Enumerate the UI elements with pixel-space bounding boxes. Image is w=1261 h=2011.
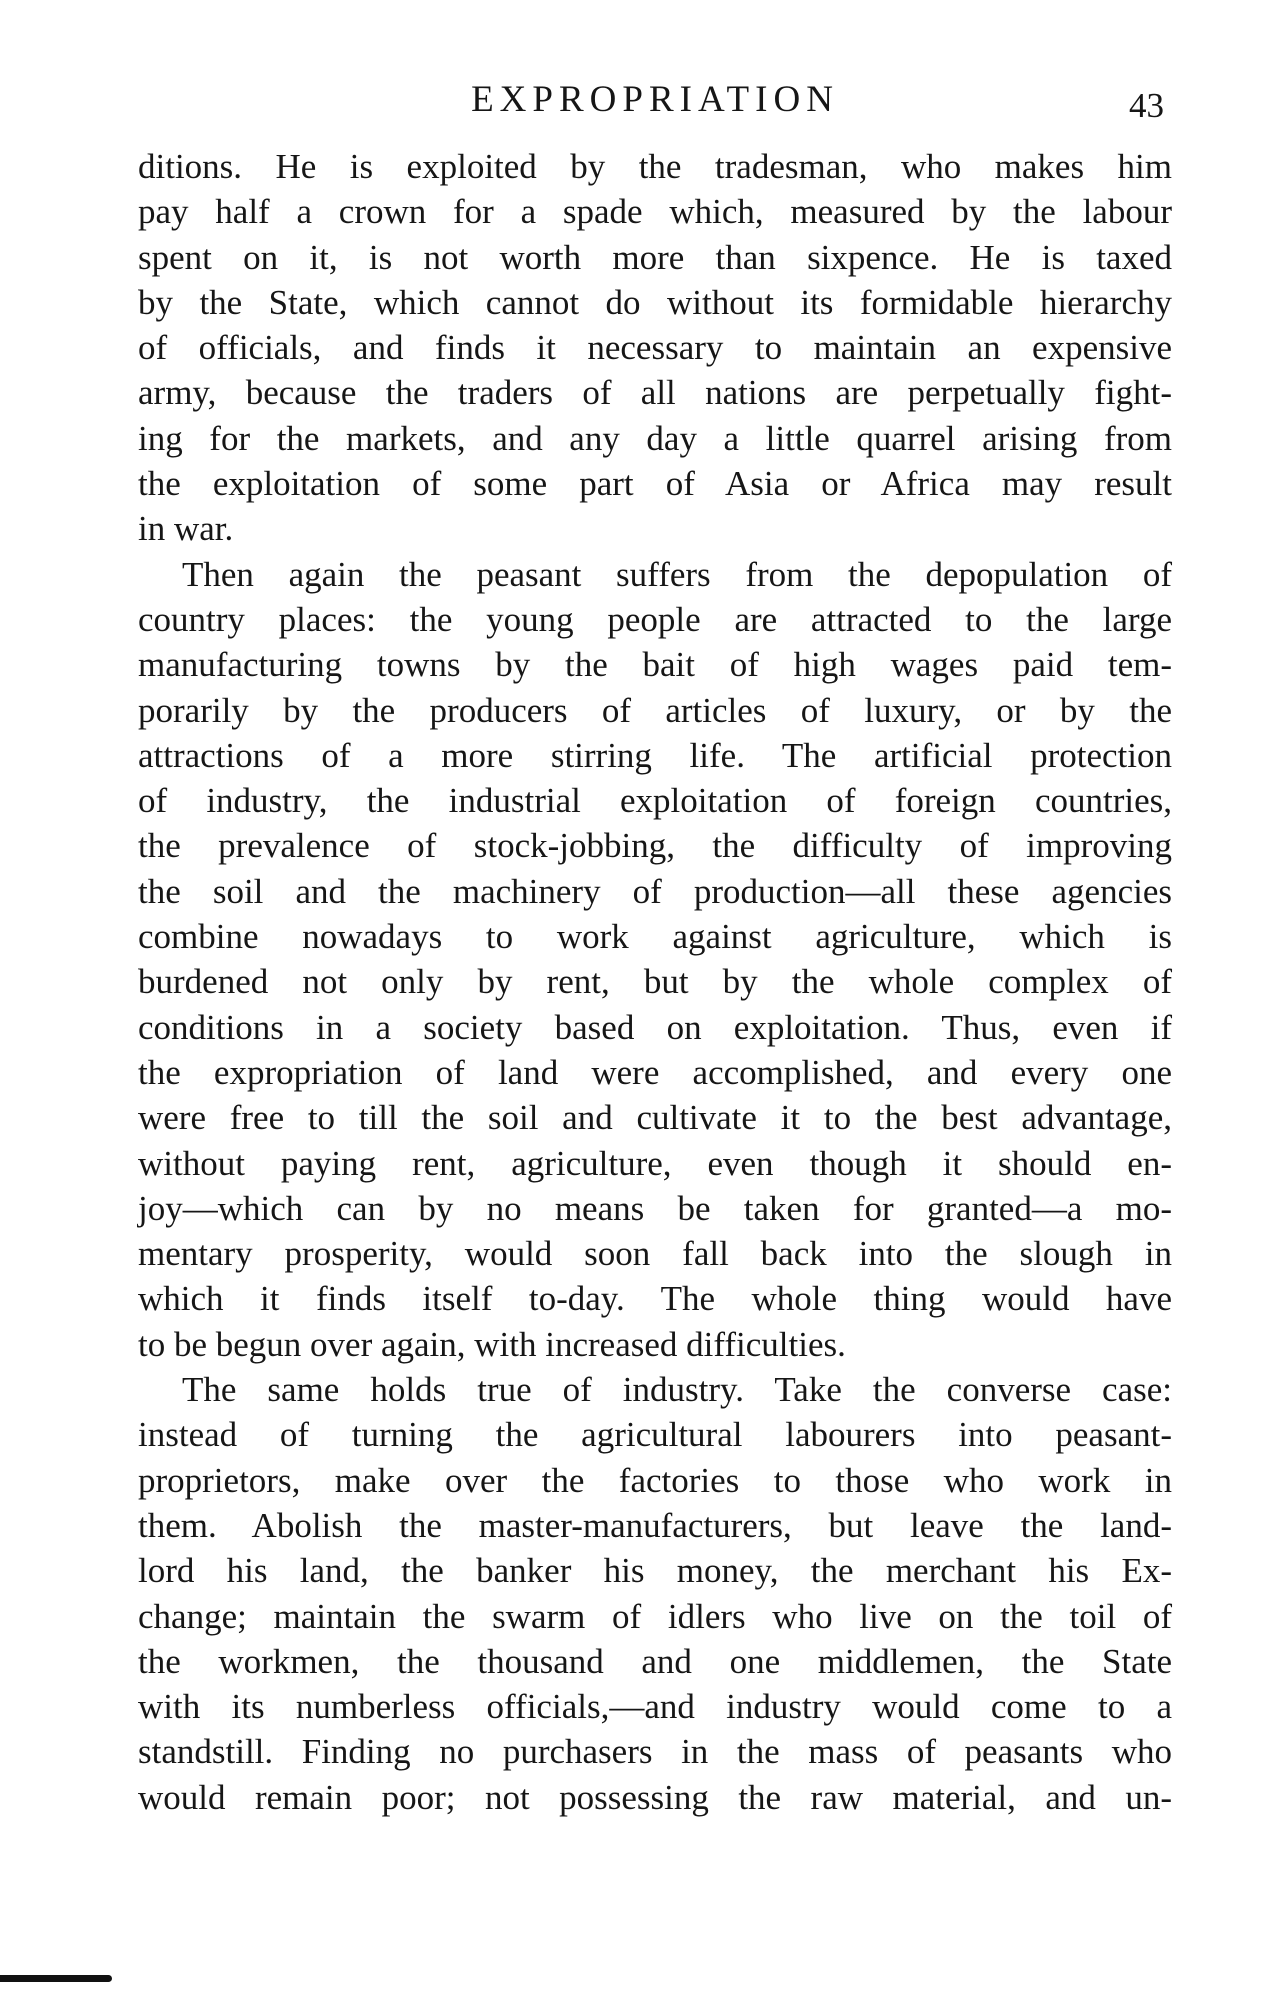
paragraph-2 (138, 552, 1172, 1367)
paragraph-1 (138, 144, 1172, 552)
text-line: mentary prosperity, would soon fall back into the slough in (138, 1234, 1172, 1274)
text-line: were free to till the soil and cultivate it to the best advantage, (138, 1098, 1172, 1138)
scan-edge-mark (0, 1975, 112, 1982)
text-line: which it finds itself to-day. The whole thing would have (138, 1279, 1172, 1319)
text-line: to be begun over again, with increased difficulties. (138, 1324, 846, 1364)
text-line: porarily by the producers of articles of luxury, or by the (138, 690, 1172, 730)
running-head (138, 74, 1172, 126)
text-line: the prevalence of stock-jobbing, the difficulty of improving (138, 826, 1172, 866)
text-line: Then again the peasant suffers from the depopulation of (182, 554, 1172, 594)
text-line: without paying rent, agriculture, even though it should en- (138, 1143, 1172, 1183)
text-line: burdened not only by rent, but by the whole complex of (138, 962, 1172, 1002)
text-line: would remain poor; not possessing the raw material, and un- (138, 1777, 1172, 1817)
text-line: pay half a crown for a spade which, measured by the labour (138, 192, 1172, 232)
text-line: in war. (138, 509, 234, 549)
text-line: the workmen, the thousand and one middlemen, the State (138, 1641, 1172, 1681)
text-line: instead of turning the agricultural labourers into peasant- (138, 1415, 1172, 1455)
text-line: them. Abolish the master-manufacturers, but leave the land- (138, 1505, 1172, 1545)
book-page (138, 74, 1172, 1820)
text-line: joy—which can by no means be taken for granted—a mo- (138, 1188, 1172, 1228)
text-line: the exploitation of some part of Asia or Africa may result (138, 464, 1172, 504)
text-line: manufacturing towns by the bait of high wages paid tem- (138, 645, 1172, 685)
text-line: ing for the markets, and any day a little quarrel arising from (138, 418, 1172, 458)
text-line: ditions. He is exploited by the tradesman, who makes him (138, 147, 1172, 186)
text-line: country places: the young people are attracted to the large (138, 599, 1172, 639)
text-line: the expropriation of land were accomplished, and every one (138, 1052, 1172, 1092)
page-number: 43 (1129, 86, 1164, 125)
text-line: conditions in a society based on exploitation. Thus, even if (138, 1007, 1172, 1047)
text-line: lord his land, the banker his money, the merchant his Ex- (138, 1551, 1172, 1591)
text-line: combine nowadays to work against agriculture, which is (138, 917, 1172, 957)
paragraph-3 (138, 1367, 1172, 1820)
text-line: change; maintain the swarm of idlers who live on the toil of (138, 1596, 1172, 1636)
text-line: the soil and the machinery of production—all these agencies (138, 871, 1172, 911)
running-title: EXPROPRIATION (471, 79, 839, 120)
text-line: with its numberless officials,—and industry would come to a (138, 1687, 1172, 1727)
text-line: of industry, the industrial exploitation of foreign countries, (138, 781, 1172, 821)
text-line: standstill. Finding no purchasers in the mass of peasants who (138, 1732, 1172, 1772)
text-line: proprietors, make over the factories to those who work in (138, 1460, 1172, 1500)
text-line: attractions of a more stirring life. The artificial protection (138, 735, 1172, 775)
text-line: of officials, and finds it necessary to maintain an expensive (138, 328, 1172, 368)
text-line: by the State, which cannot do without its formidable hierarchy (138, 282, 1172, 322)
text-line: spent on it, is not worth more than sixpence. He is taxed (138, 237, 1172, 277)
text-line: The same holds true of industry. Take the converse case: (182, 1370, 1172, 1410)
text-line: army, because the traders of all nations are perpetually fight- (138, 373, 1172, 413)
